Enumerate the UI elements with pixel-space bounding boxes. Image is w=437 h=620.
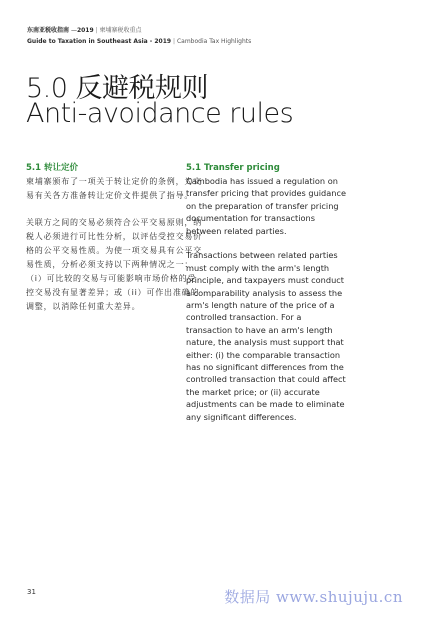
watermark: 数据局 www.shujuju.cn	[224, 588, 403, 606]
header-zh-sub: 柬埔寨税收重点	[99, 27, 142, 34]
english-column	[186, 162, 346, 436]
page-number: 31	[27, 588, 36, 596]
section-heading-zh: 5.1 转让定价	[26, 163, 79, 173]
header-en	[27, 37, 251, 47]
page-title-zh: 5.0 反避税规则	[26, 73, 209, 104]
header-zh-title: 东南亚税收指南	[27, 27, 70, 34]
page-title-en: Anti-avoidance rules	[26, 98, 294, 129]
section-heading-en: 5.1 Transfer pricing	[186, 163, 280, 173]
header-sep-1: |	[95, 27, 98, 34]
header-zh-year: 2019	[76, 27, 94, 34]
chinese-column	[26, 162, 204, 327]
header-en-sub: Cambodia Tax Highlights	[176, 38, 252, 45]
paragraph-zh-2: 关联方之间的交易必须符合公平交易原则，纳税人必须进行可比性分析，以评估受控交易价格的公平交易性质。为使一项交易具有公平交易性质，分析必须支持以下两种情况之一：（i）可比较的交易与可能影响市场价格的受控交易没有显著差异；或（ii）可作出准确的调整，以消除任何重大差异。	[26, 218, 202, 311]
paragraph-zh-1: 柬埔寨颁布了一项关于转让定价的条例，为交易有关各方准备转让定价文件提供了指导。	[26, 177, 202, 200]
header-en-title: Guide to Taxation in Southeast Asia - 2019	[27, 38, 172, 45]
header-sep-2: |	[173, 38, 176, 45]
running-header	[27, 26, 251, 47]
header-dash: —	[70, 27, 77, 34]
header-zh	[27, 26, 251, 36]
paragraph-en-2: Transactions between related parties must comply with the arm's length principle, and taxpayers must conduct a comparability analysis to assess the arm's length nature of the price of a controlled transaction. For a transaction to have an arm's length nature, the analysis must support that either: (i) the comparable transaction has no significant differences from the controlled transaction that could affect the market price; or (ii) accurate adjustments can be made to eliminate any significant differences.	[186, 250, 346, 422]
paragraph-en-1: Cambodia has issued a regulation on transfer pricing that provides guidance on the preparation of transfer pricing documentation for transactions between related parties.	[186, 176, 346, 236]
